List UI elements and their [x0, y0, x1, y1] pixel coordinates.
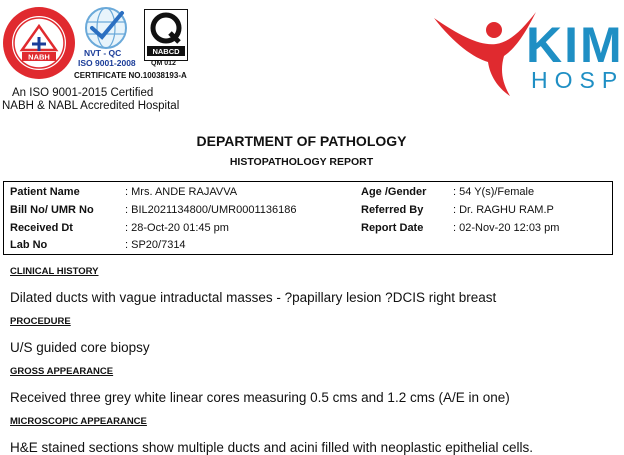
gross-appearance-text: Received three grey white linear cores measuring 0.5 cms and 1.2 cms (A/E in one): [10, 390, 510, 405]
nabcd-code: QM 012: [151, 60, 176, 67]
referred-by-label: Referred By: [361, 204, 424, 216]
patient-details-box: [3, 181, 613, 255]
procedure-text: U/S guided core biopsy: [10, 340, 150, 355]
clinical-history-heading: CLINICAL HISTORY: [10, 266, 99, 277]
patient-row-1: [4, 186, 612, 204]
referred-by-value: : Dr. RAGHU RAM.P: [453, 204, 554, 216]
age-gender-value: : 54 Y(s)/Female: [453, 186, 535, 198]
procedure-heading: PROCEDURE: [10, 316, 71, 327]
hospital-subtitle: HOSP: [531, 67, 624, 93]
nvt-iso-label: ISO 9001-2008: [78, 58, 136, 68]
report-date-value: : 02-Nov-20 12:03 pm: [453, 222, 560, 234]
nvt-qc-label: NVT - QC: [84, 48, 122, 58]
accreditation-line: NABH & NABL Accredited Hospital: [2, 100, 180, 112]
nabcd-q-logo: [144, 9, 188, 61]
patient-row-4: [4, 239, 612, 257]
report-date-label: Report Date: [361, 222, 424, 234]
patient-name-value: : Mrs. ANDE RAJAVVA: [125, 186, 238, 198]
lab-number-label: Lab No: [10, 239, 48, 251]
received-date-value: : 28-Oct-20 01:45 pm: [125, 222, 229, 234]
nabh-logo-text: NABH: [28, 52, 50, 62]
patient-name-label: Patient Name: [10, 186, 80, 198]
bill-umr-label: Bill No/ UMR No: [10, 204, 94, 216]
report-title: HISTOPATHOLOGY REPORT: [229, 156, 374, 168]
nabcd-label: NABCD: [152, 47, 180, 56]
hospital-name: KIM: [526, 17, 624, 73]
lab-number-value: : SP20/7314: [125, 239, 186, 251]
age-gender-label: Age /Gender: [361, 186, 427, 198]
bill-umr-value: : BIL2021134800/UMR0001136186: [125, 204, 297, 216]
department-title: DEPARTMENT OF PATHOLOGY: [196, 133, 407, 149]
gross-appearance-heading: GROSS APPEARANCE: [10, 366, 114, 377]
certificate-number: CERTIFICATE NO.10038193-A: [74, 71, 187, 80]
received-date-label: Received Dt: [10, 222, 73, 234]
microscopic-appearance-text: H&E stained sections show multiple ducts and acini filled with neoplastic epithelial cells.: [10, 440, 534, 455]
patient-row-2: [4, 204, 612, 222]
iso-certified-line: An ISO 9001-2015 Certified: [12, 87, 154, 99]
clinical-history-text: Dilated ducts with vague intraductal masses - ?papillary lesion ?DCIS right breast: [10, 290, 497, 305]
patient-row-3: [4, 222, 612, 240]
nabh-seal-logo: [2, 6, 76, 80]
kims-figure-logo: [430, 8, 540, 100]
microscopic-appearance-heading: MICROSCOPIC APPEARANCE: [10, 416, 147, 427]
